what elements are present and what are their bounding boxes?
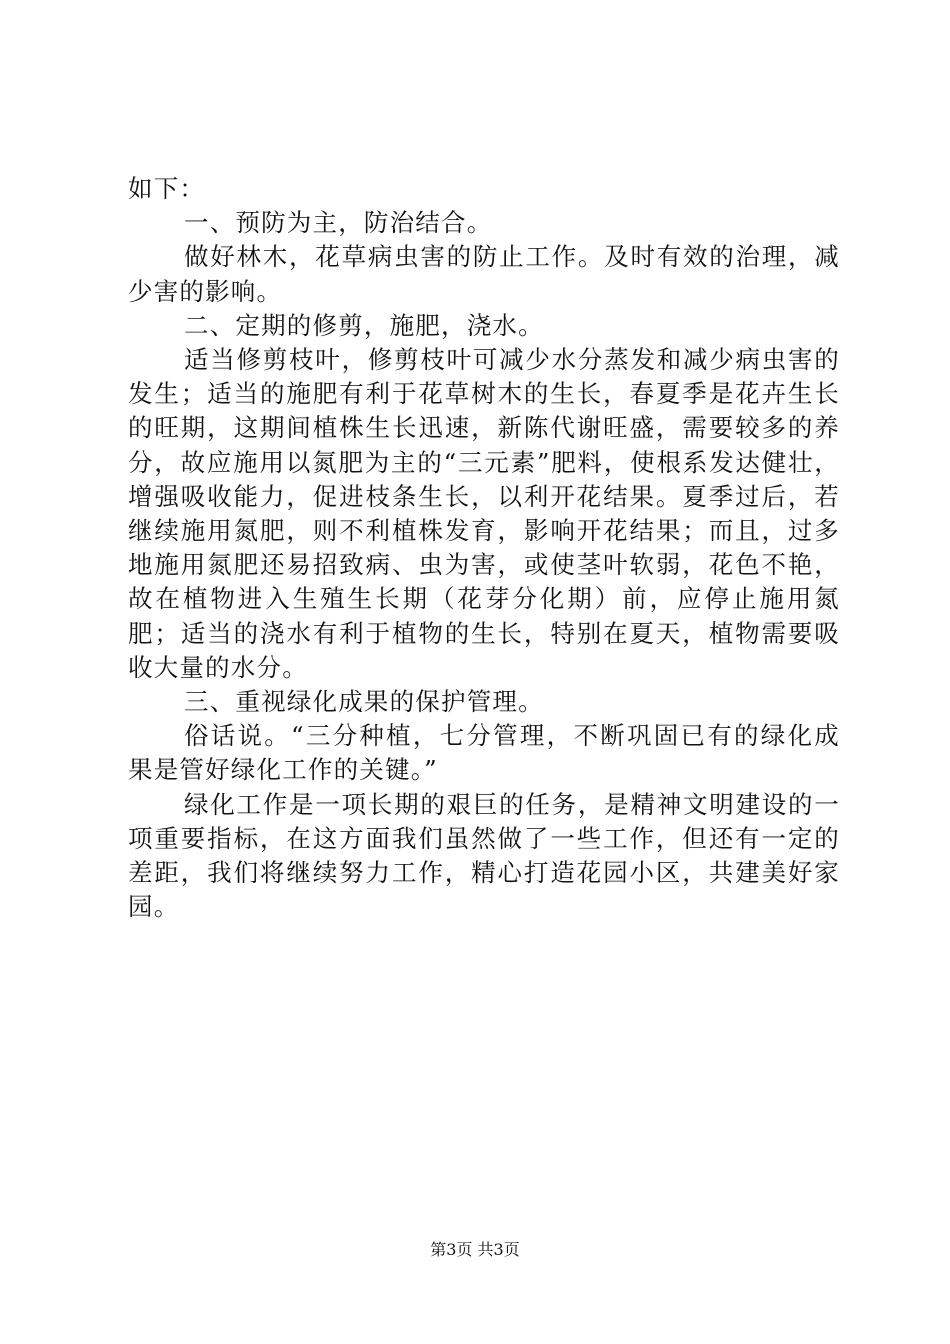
paragraph-conclusion: 绿化工作是一项长期的艰巨的任务，是精神文明建设的一项重要指标，在这方面我们虽然做了一些工作，但还有一定的差距，我们将继续努力工作，精心打造花园小区，共建美好家园。	[128, 789, 840, 922]
paragraph-intro: 如下：	[128, 174, 206, 203]
heading-prevention: 一、预防为主，防治结合。	[184, 208, 493, 238]
document-body	[128, 172, 840, 924]
heading-protection: 三、重视绿化成果的保护管理。	[184, 687, 544, 717]
paragraph-pruning-fertilizing: 适当修剪枝叶，修剪枝叶可减少水分蒸发和减少病虫害的发生；适当的施肥有利于花草树木的生长，春夏季是花卉生长的旺期，这期间植株生长迅速，新陈代谢旺盛，需要较多的养分，故应施用以氮肥为主的“三元素”肥料，使根系发达健壮，增强吸收能力，促进枝条生长，以利开花结果。夏季过后，若继续施用氮肥，则不利植株发育，影响开花结果；而且，过多地施用氮肥还易招致病、虫为害，或使茎叶软弱，花色不艳，故在植物进入生殖生长期（花芽分化期）前，应停止施用氮肥；适当的浇水有利于植物的生长，特别在夏天，植物需要吸收大量的水分。	[128, 345, 840, 682]
heading-maintenance: 二、定期的修剪，施肥，浇水。	[184, 310, 544, 340]
paragraph-saying: 俗话说。“三分种植，七分管理，不断巩固已有的绿化成果是管好绿化工作的关键。”	[128, 721, 840, 785]
page-footer: 第3页 共3页	[430, 1240, 520, 1259]
paragraph-pest-control: 做好林木，花草病虫害的防止工作。及时有效的治理，减少害的影响。	[128, 242, 840, 306]
